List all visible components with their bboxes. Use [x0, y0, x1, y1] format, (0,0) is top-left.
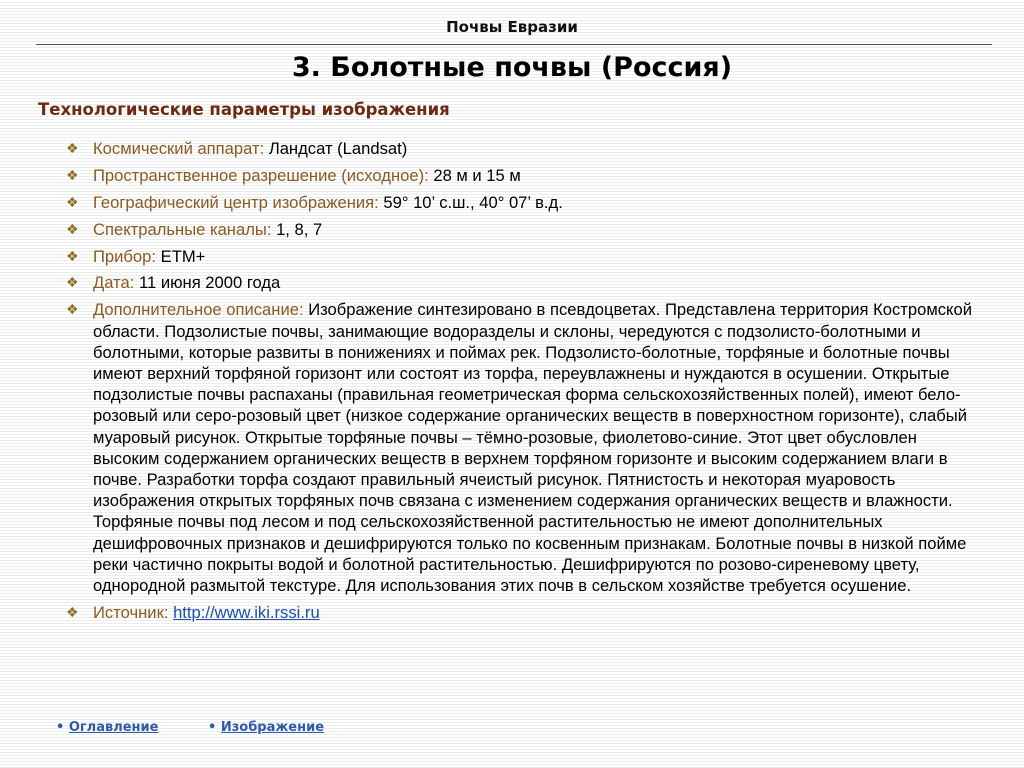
param-value: 28 м и 15 м	[433, 165, 521, 185]
diamond-bullet-icon: ❖	[66, 166, 79, 183]
list-item-resolution	[66, 165, 981, 186]
param-value: ETM+	[160, 246, 206, 266]
param-value: 1, 8, 7	[276, 219, 323, 239]
param-label: Географический центр изображения:	[93, 192, 379, 212]
param-label: Космический аппарат:	[93, 139, 265, 158]
param-value: 11 июня 2000 года	[138, 273, 281, 293]
image-link[interactable]	[208, 720, 324, 735]
diamond-bullet-icon: ❖	[66, 603, 79, 620]
diamond-bullet-icon: ❖	[66, 301, 79, 318]
list-item-source	[66, 602, 981, 623]
nav-bullet-icon: •	[208, 720, 217, 735]
source-label: Источник:	[93, 602, 169, 622]
list-item-spacecraft	[66, 138, 981, 159]
list-item-channels	[66, 219, 981, 240]
list-item-center	[66, 192, 981, 213]
diamond-bullet-icon: ❖	[66, 220, 79, 237]
diamond-bullet-icon: ❖	[66, 274, 79, 291]
list-item-instrument	[66, 246, 981, 267]
param-value: Ландсат (Landsat)	[268, 139, 408, 158]
param-label: Спектральные каналы:	[93, 219, 272, 239]
param-label: Дополнительное описание:	[93, 300, 304, 320]
source-link[interactable]: http://www.iki.rssi.ru	[173, 602, 320, 622]
section-subtitle: Технологические параметры изображения	[38, 100, 450, 119]
param-label: Прибор:	[93, 246, 156, 266]
param-label: Дата:	[93, 273, 135, 293]
slide-header: Почвы Евразии	[446, 18, 578, 36]
description-text: Изображение синтезировано в псевдоцветах. Представлена территория Костромской области. Подзолистые почвы, занимающие водоразделы и склоны, чередуются с подзолисто-болотными и болотными, которые развиты в понижениях и поймах рек. Подзолисто-болотные, торфяные и болотные почвы имеют верхний торфяной горизонт или состоят из торфа, переувлажнены и нуждаются в осушении. Открытые подзолистые почвы распаханы (правильная геометрическая форма сельскохозяйственных полей), имеют бело-розовый или серо-розовый цвет (низкое содержание органических веществ в поверхностном горизонте), слабый муаровый рисунок. Открытые торфяные почвы – тёмно-розовые, фиолетово-синие. Этот цвет обусловлен высоким содержанием органических веществ в верхнем торфяном горизонте и высоким содержанием влаги в почве. Разработки торфа создают правильный ячеистый рисунок. Пятнистость и некоторая муаровость изображения открытых торфяных почв связана с изменением содержания органических веществ и влажности. Торфяные почвы под лесом и под сельскохозяйственной растительностью не имеют дополнительных дешифровочных признаков и дешифрируются только по косвенным признакам. Болотные почвы в низкой пойме реки частично покрыты водой и болотной растительностью. Дешифрируются по розово-сиреневому цвету, однородной размытой текстуре. Для использования этих почв в сельском хозяйстве требуется осушение.	[93, 300, 972, 595]
diamond-bullet-icon: ❖	[66, 140, 79, 156]
param-value: 59° 10’ с.ш., 40° 07’ в.д.	[383, 192, 563, 212]
header-divider	[36, 44, 992, 45]
param-label: Пространственное разрешение (исходное):	[93, 165, 429, 185]
image-link-label: Изображение	[220, 720, 325, 735]
list-item-description	[66, 299, 981, 596]
diamond-bullet-icon: ❖	[66, 247, 79, 264]
diamond-bullet-icon: ❖	[66, 193, 79, 210]
contents-link-label: Оглавление	[68, 720, 159, 735]
nav-bullet-icon: •	[56, 720, 65, 735]
list-item-date	[66, 272, 981, 293]
parameter-list	[66, 138, 981, 629]
slide-title: 3. Болотные почвы (Россия)	[291, 52, 733, 83]
contents-link[interactable]	[56, 720, 158, 735]
